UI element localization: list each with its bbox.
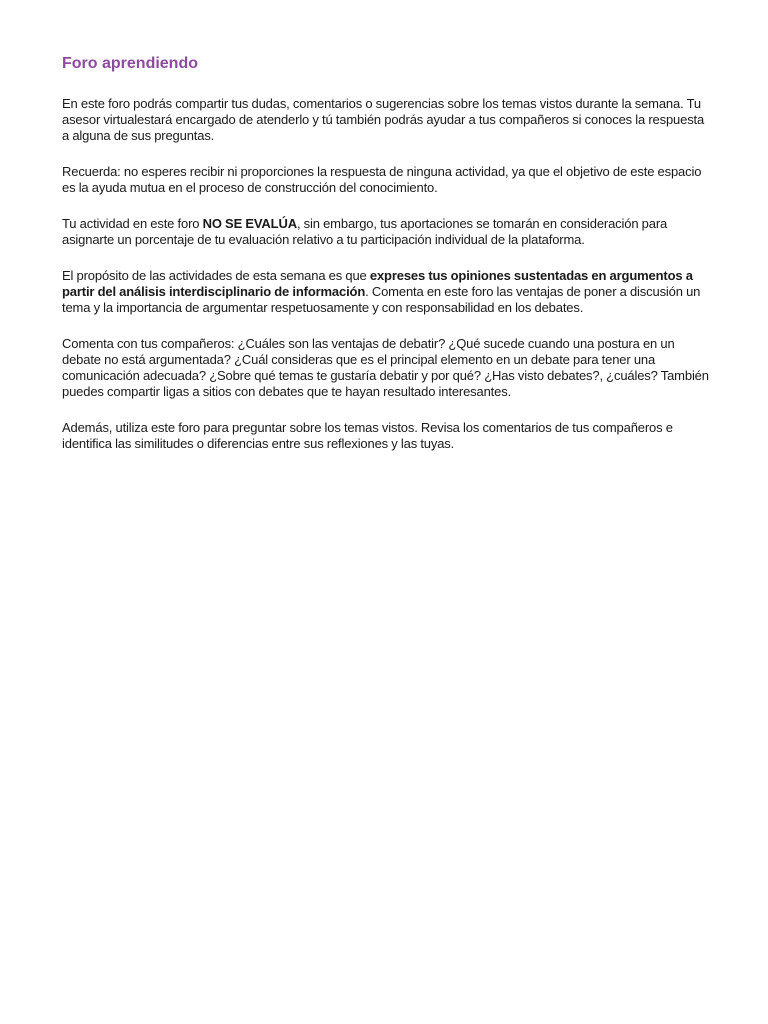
paragraph-questions: Comenta con tus compañeros: ¿Cuáles son las ventajas de debatir? ¿Qué sucede cuando una postura en un debate no está argumentada? ¿Cuál consideras que es el principal elemento en un debate para tener una comunicación adecuada? ¿Sobre qué temas te gustaría debatir y por qué? ¿Has visto debates?, ¿cuáles? También puedes compartir ligas a sitios con debates que te hayan resultado interesantes.	[62, 336, 709, 399]
paragraph-purpose-emphasis: expreses tus opiniones sustentadas en argumentos a partir del análisis interdisciplinario de información	[62, 268, 693, 299]
paragraph-purpose-text-before: El propósito de las actividades de esta semana es que	[62, 268, 370, 283]
document-page	[62, 52, 712, 472]
paragraph-purpose-text-after: . Comenta en este foro las ventajas de poner a discusión un tema y la importancia de argumentar respetuosamente y con responsabilidad en los debates.	[62, 284, 701, 315]
paragraph-purpose	[62, 268, 712, 316]
paragraph-closing: Además, utiliza este foro para preguntar sobre los temas vistos. Revisa los comentarios de tus compañeros e identifica las similitudes o diferencias entre sus reflexiones y las tuyas.	[62, 420, 673, 451]
paragraph-intro: En este foro podrás compartir tus dudas, comentarios o sugerencias sobre los temas vistos durante la semana. Tu asesor virtualestará encargado de atenderlo y tú también podrás ayudar a tus compañeros si conoces la respuesta a alguna de sus preguntas.	[62, 96, 705, 143]
document-title: Foro aprendiendo	[62, 55, 198, 72]
paragraph-evaluation	[62, 216, 712, 248]
paragraph-evaluation-emphasis: NO SE EVALÚA	[202, 216, 297, 231]
paragraph-evaluation-text-before: Tu actividad en este foro	[62, 216, 203, 231]
paragraph-reminder: Recuerda: no esperes recibir ni proporciones la respuesta de ninguna actividad, ya que el objetivo de este espacio es la ayuda mutua en el proceso de construcción del conocimiento.	[62, 164, 702, 195]
paragraph-evaluation-text-after: , sin embargo, tus aportaciones se tomarán en consideración para asignarte un porcentaje de tu evaluación relativo a tu participación individual de la plataforma.	[62, 216, 668, 247]
